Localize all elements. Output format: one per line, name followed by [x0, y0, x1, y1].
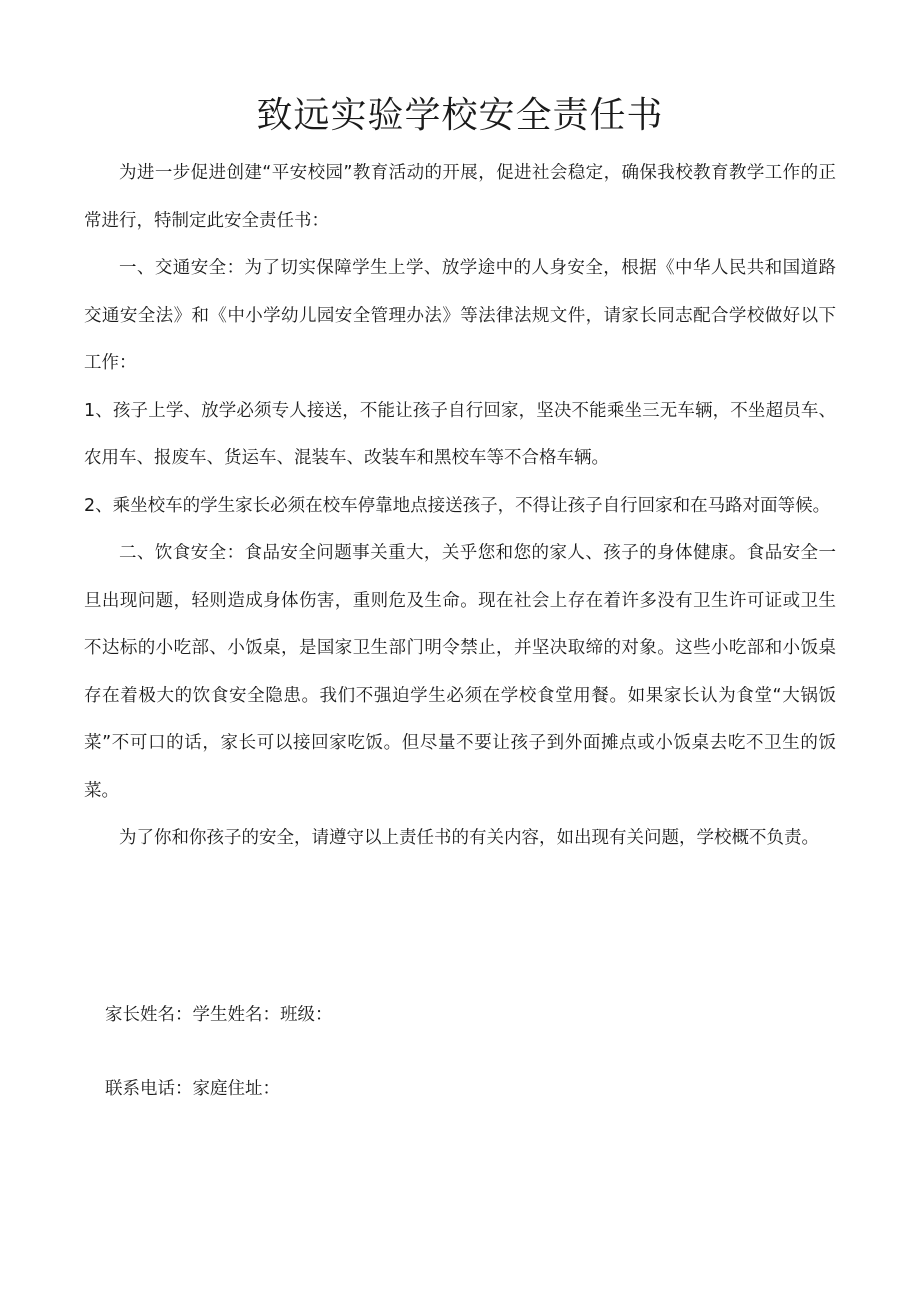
- traffic-safety-paragraph: 一、交通安全：为了切实保障学生上学、放学途中的人身安全，根据《中华人民共和国道路交通安全法》和《中小学幼儿园安全管理办法》等法律法规文件，请家长同志配合学校做好以下工作：: [84, 258, 836, 373]
- traffic-item-2: 2、乘坐校车的学生家长必须在校车停靠地点接送孩子，不得让孩子自行回家和在马路对面等候。: [84, 495, 831, 516]
- signature-line-phone-address: 联系电话：家庭住址：: [105, 1079, 280, 1099]
- food-safety-paragraph: 二、饮食安全：食品安全问题事关重大，关乎您和您的家人、孩子的身体健康。食品安全一旦出现问题，轻则造成身体伤害，重则危及生命。现在社会上存在着许多没有卫生许可证或卫生不达标的小吃部、小饭桌，是国家卫生部门明令禁止，并坚决取缔的对象。这些小吃部和小饭桌存在着极大的饮食安全隐患。我们不强迫学生必须在学校食堂用餐。如果家长认为食堂“大锅饭菜”不可口的话，家长可以接回家吃饭。但尽量不要让孩子到外面摊点或小饭桌去吃不卫生的饭菜。: [84, 543, 836, 801]
- signature-line-parent-student-class: 家长姓名：学生姓名：班级：: [105, 1005, 333, 1025]
- closing-paragraph: 为了你和你孩子的安全，请遵守以上责任书的有关内容，如出现有关问题，学校概不负责。: [119, 828, 819, 848]
- document-title: 致远实验学校安全责任书: [256, 95, 664, 136]
- intro-paragraph: 为进一步促进创建“平安校园”教育活动的开展，促进社会稳定，确保我校教育教学工作的正常进行，特制定此安全责任书：: [84, 163, 836, 231]
- traffic-item-1: 1、孩子上学、放学必须专人接送，不能让孩子自行回家，坚决不能乘坐三无车辆，不坐超员车、农用车、报废车、货运车、混装车、改装车和黑校车等不合格车辆。: [84, 400, 836, 468]
- document-body: [84, 150, 836, 863]
